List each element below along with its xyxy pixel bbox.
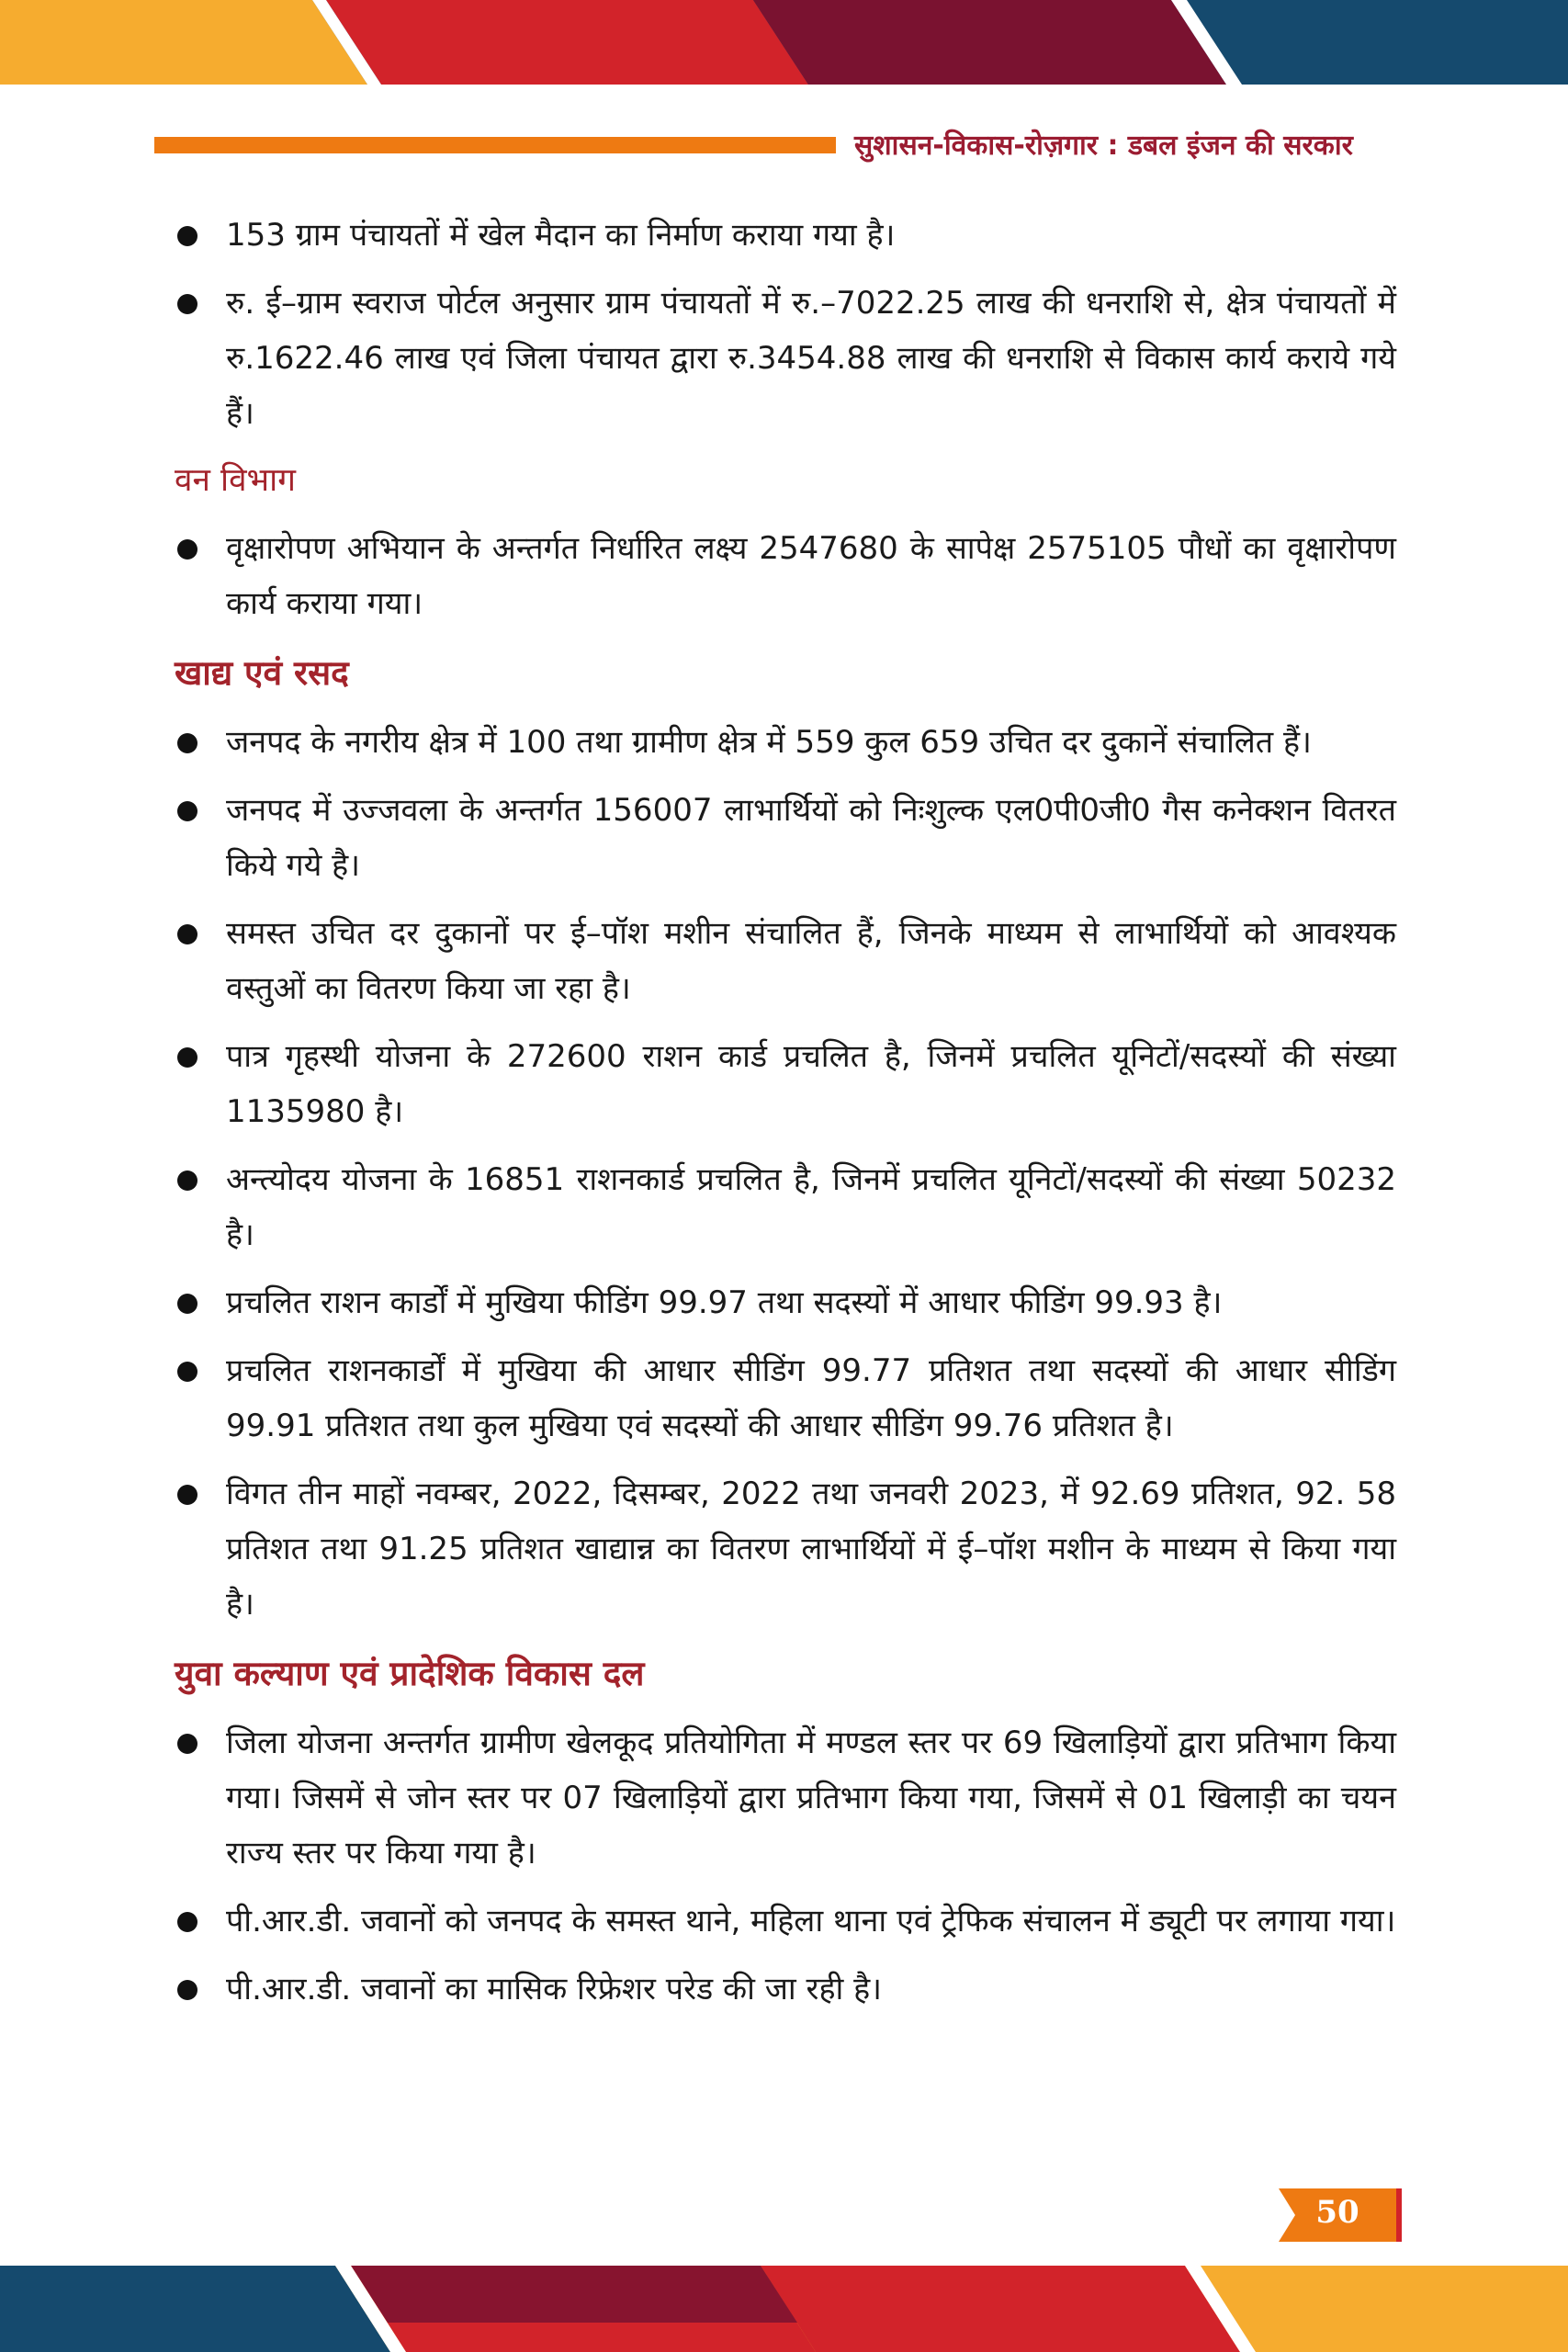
top-band-graphic xyxy=(0,0,1568,85)
header-title: सुशासन-विकास-रोज़गार : डबल इंजन की सरकार xyxy=(854,130,1353,162)
bottom-decorative-band xyxy=(0,2266,1568,2352)
list-item xyxy=(175,276,1396,441)
bullet-icon xyxy=(177,1912,197,1932)
list-item-text: रु. ई–ग्राम स्वराज पोर्टल अनुसार ग्राम पंचायतों में रु.–7022.25 लाख की धनराशि से, क्षेत्र पंचायतों में रु.1622.46 लाख एवं जिला पंचायत द्वारा रु.3454.88 लाख की धनराशि से विकास कार्य कराये गये हैं। xyxy=(226,285,1396,432)
list-item xyxy=(175,1962,1396,2017)
list-item xyxy=(175,1152,1396,1262)
list-item xyxy=(175,906,1396,1016)
list-item-text: समस्त उचित दर दुकानों पर ई–पॉश मशीन संचालित हैं, जिनके माध्यम से लाभार्थियों को आवश्यक वस्तुओं का वितरण किया जा रहा है। xyxy=(226,915,1396,1007)
section-heading-food-supply: खाद्य एवं रसद xyxy=(175,652,349,693)
list-item xyxy=(175,715,1396,770)
bullet-icon xyxy=(177,1047,197,1068)
bullet-icon xyxy=(177,1170,197,1191)
bullet-icon xyxy=(177,1485,197,1505)
list-item xyxy=(175,783,1396,893)
bullet-icon xyxy=(177,294,197,314)
bullet-icon xyxy=(177,539,197,560)
list-item-text: जिला योजना अन्तर्गत ग्रामीण खेलकूद प्रतियोगिता में मण्डल स्तर पर 69 खिलाड़ियों द्वारा प्रतिभाग किया गया। जिसमें से जोन स्तर पर 07 खिलाड़ियों द्वारा प्रतिभाग किया गया, जिसमें से 01 खिलाड़ी का चयन राज्य स्तर पर किया गया है। xyxy=(226,1724,1396,1871)
list-item-text: जनपद में उज्जवला के अन्तर्गत 156007 लाभार्थियों को निःशुल्क एल0पी0जी0 गैस कनेक्शन वितरत किये गये है। xyxy=(226,792,1396,884)
list-item-text: प्रचलित राशन कार्डों में मुखिया फीडिंग 99.97 तथा सदस्यों में आधार फीडिंग 99.93 है। xyxy=(226,1284,1223,1321)
list-item-text: पी.आर.डी. जवानों को जनपद के समस्त थाने, महिला थाना एवं ट्रेफिक संचालन में ड्यूटी पर लगाया गया। xyxy=(226,1903,1396,1939)
section-0-list xyxy=(175,208,1396,441)
bullet-icon xyxy=(177,801,197,821)
list-item xyxy=(175,521,1396,631)
list-item-text: जनपद के नगरीय क्षेत्र में 100 तथा ग्रामीण क्षेत्र में 559 कुल 659 उचित दर दुकानें संचालित हैं। xyxy=(226,724,1312,761)
page-number-tab xyxy=(1279,2188,1409,2242)
bullet-icon xyxy=(177,1980,197,2000)
section-heading-youth-welfare: युवा कल्याण एवं प्रादेशिक विकास दल xyxy=(175,1653,645,1693)
bullet-icon xyxy=(177,1294,197,1314)
list-item xyxy=(175,1343,1396,1453)
bullet-icon xyxy=(177,226,197,246)
list-item xyxy=(175,1466,1396,1632)
list-item-text: पी.आर.डी. जवानों का मासिक रिफ्रेशर परेड की जा रही है। xyxy=(226,1971,883,2007)
list-item-text: 153 ग्राम पंचायतों में खेल मैदान का निर्माण कराया गया है। xyxy=(226,217,896,254)
section-heading-forest: वन विभाग xyxy=(175,462,296,499)
top-decorative-band xyxy=(0,0,1568,85)
list-item-text: विगत तीन माहों नवम्बर, 2022, दिसम्बर, 2022 तथा जनवरी 2023, में 92.69 प्रतिशत, 92. 58 प्रतिशत तथा 91.25 प्रतिशत खाद्यान्न का वितरण लाभार्थियों में ई–पॉश मशीन के माध्यम से किया गया है। xyxy=(226,1476,1396,1623)
list-item-text: अन्त्योदय योजना के 16851 राशनकार्ड प्रचलित है, जिनमें प्रचलित यूनिटों/सदस्यों की संख्या 50232 है। xyxy=(226,1161,1396,1253)
section-3-list xyxy=(175,1715,1396,2017)
bullet-icon xyxy=(177,924,197,944)
list-item xyxy=(175,1029,1396,1139)
header-rule xyxy=(154,137,836,153)
bullet-icon xyxy=(177,1734,197,1754)
list-item xyxy=(175,208,1396,263)
bottom-band-graphic xyxy=(0,2266,1568,2352)
page-number: 50 xyxy=(1315,2194,1359,2231)
bullet-icon xyxy=(177,1362,197,1382)
list-item xyxy=(175,1275,1396,1330)
list-item-text: प्रचलित राशनकार्डों में मुखिया की आधार सीडिंग 99.77 प्रतिशत तथा सदस्यों की आधार सीडिंग 99.91 प्रतिशत तथा कुल मुखिया एवं सदस्यों की आधार सीडिंग 99.76 प्रतिशत है। xyxy=(226,1352,1396,1444)
list-item xyxy=(175,1715,1396,1881)
section-1-list xyxy=(175,521,1396,631)
list-item-text: पात्र गृहस्थी योजना के 272600 राशन कार्ड प्रचलित है, जिनमें प्रचलित यूनिटों/सदस्यों की संख्या 1135980 है। xyxy=(226,1038,1396,1130)
section-2-list xyxy=(175,715,1396,1632)
list-item xyxy=(175,1894,1396,1949)
page-content xyxy=(175,208,1396,2030)
bullet-icon xyxy=(177,733,197,753)
list-item-text: वृक्षारोपण अभियान के अन्तर्गत निर्धारित लक्ष्य 2547680 के सापेक्ष 2575105 पौधों का वृक्षारोपण कार्य कराया गया। xyxy=(226,530,1396,622)
